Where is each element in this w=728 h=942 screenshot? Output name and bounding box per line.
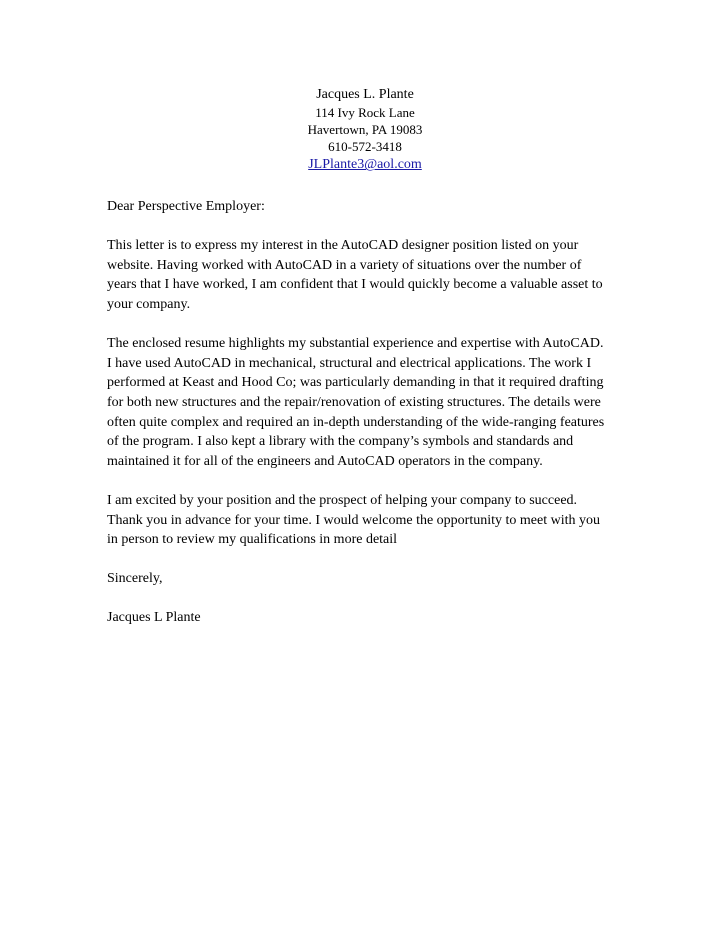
paragraph-line: maintained it for all of the engineers and AutoCAD operators in the company. (107, 453, 543, 469)
paragraph-line: Thank you in advance for your time. I would welcome the opportunity to meet with you (107, 512, 600, 528)
signature: Jacques L Plante (107, 610, 201, 626)
sender-email-link[interactable]: JLPlante3@aol.com (308, 157, 422, 173)
paragraph-line: of the program. I also kept a library with the company’s symbols and standards and (107, 434, 574, 450)
sender-phone: 610-572-3418 (328, 139, 402, 155)
paragraph-interest (107, 236, 627, 314)
paragraph-line: in person to review my qualifications in more detail (107, 532, 398, 548)
paragraph-line: I have used AutoCAD in mechanical, structural and electrical applications. The work I (107, 355, 592, 371)
paragraph-experience (107, 334, 627, 471)
paragraph-line: I am excited by your position and the prospect of helping your company to succeed. (107, 492, 578, 508)
paragraph-line: performed at Keast and Hood Co; was particularly demanding in that it required drafting (107, 375, 604, 391)
paragraph-line: your company. (107, 296, 191, 312)
paragraph-line: The enclosed resume highlights my substantial experience and expertise with AutoCAD. (107, 336, 604, 352)
paragraph-line: for both new structures and the repair/renovation of existing structures. The details were (107, 394, 601, 410)
paragraph-line: This letter is to express my interest in the AutoCAD designer position listed on your (107, 238, 579, 254)
sender-street: 114 Ivy Rock Lane (315, 104, 415, 120)
paragraph-line: years that I have worked, I am confident that I would quickly become a valuable asset to (107, 277, 603, 293)
sender-address-block (285, 86, 445, 174)
letter-body (107, 197, 627, 648)
paragraph-line: often quite complex and required an in-depth understanding of the wide-ranging features (107, 414, 605, 430)
sender-name: Jacques L. Plante (316, 87, 414, 102)
sender-city: Havertown, PA 19083 (307, 121, 423, 137)
paragraph-line: website. Having worked with AutoCAD in a variety of situations over the number of (107, 257, 582, 273)
salutation: Dear Perspective Employer: (107, 199, 265, 214)
paragraph-closing-remarks (107, 491, 627, 550)
closing: Sincerely, (107, 571, 163, 587)
